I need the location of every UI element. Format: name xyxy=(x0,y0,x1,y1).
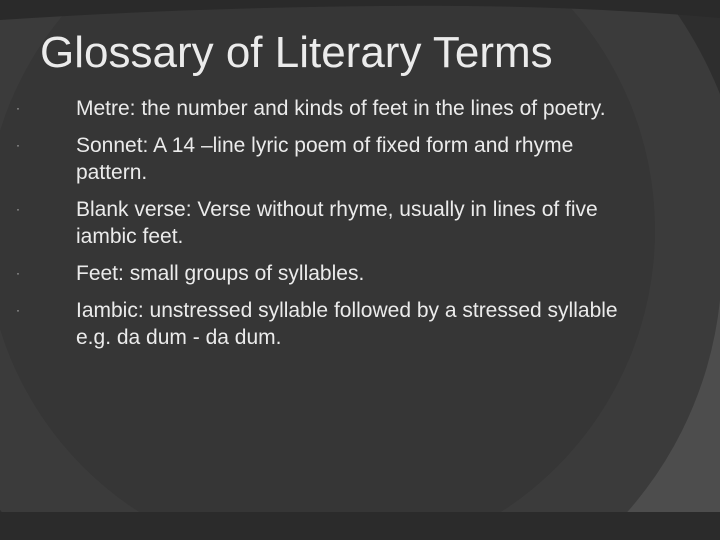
bullet-text: Feet: small groups of syllables. xyxy=(76,262,365,285)
bullet-text: Metre: the number and kinds of feet in the lines of poetry. xyxy=(76,97,606,120)
bullet-item xyxy=(16,196,626,250)
background-bottom-band xyxy=(0,512,720,540)
bullet-icon: · xyxy=(16,303,20,317)
bullet-icon: · xyxy=(16,138,20,152)
bullet-item xyxy=(16,95,626,122)
bullet-icon: · xyxy=(16,266,20,280)
bullet-icon: · xyxy=(16,101,20,115)
slide-title: Glossary of Literary Terms xyxy=(40,28,553,77)
bullet-text: Iambic: unstressed syllable followed by a stressed syllable e.g. da dum - da dum. xyxy=(76,299,618,349)
bullet-text: Blank verse: Verse without rhyme, usually in lines of five iambic feet. xyxy=(76,198,598,248)
bullet-item xyxy=(16,132,626,186)
bullet-text: Sonnet: A 14 –line lyric poem of fixed form and rhyme pattern. xyxy=(76,134,574,184)
bullet-icon: · xyxy=(16,202,20,216)
bullet-item xyxy=(16,297,626,351)
bullet-item xyxy=(16,260,626,287)
bullet-list xyxy=(16,95,626,361)
